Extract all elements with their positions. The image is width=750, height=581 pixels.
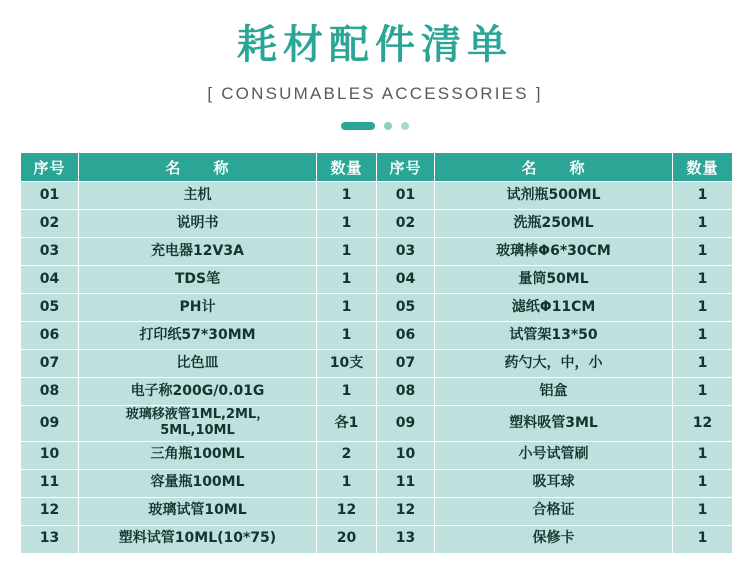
table-row bbox=[21, 497, 733, 525]
col-header-qty-left: 数量 bbox=[317, 153, 377, 182]
cell-qty-right: 1 bbox=[673, 378, 733, 406]
cell-no-left: 12 bbox=[21, 497, 79, 525]
cell-name-left: 说明书 bbox=[79, 210, 317, 238]
cell-no-left: 13 bbox=[21, 525, 79, 553]
cell-qty-left: 10支 bbox=[317, 350, 377, 378]
cell-qty-right: 1 bbox=[673, 294, 733, 322]
cell-qty-right: 1 bbox=[673, 525, 733, 553]
cell-name-left: 主机 bbox=[79, 182, 317, 210]
cell-no-left: 02 bbox=[21, 210, 79, 238]
col-header-no-right: 序号 bbox=[377, 153, 435, 182]
table-row bbox=[21, 294, 733, 322]
cell-name-left: 电子称200G/0.01G bbox=[79, 378, 317, 406]
cell-name-left: 容量瓶100ML bbox=[79, 469, 317, 497]
parts-table bbox=[20, 152, 733, 554]
cell-qty-right: 12 bbox=[673, 406, 733, 442]
cell-no-left: 05 bbox=[21, 294, 79, 322]
cell-name-right: 量筒50ML bbox=[435, 266, 673, 294]
table-header-row bbox=[21, 153, 733, 182]
parts-table-wrap bbox=[20, 152, 730, 554]
cell-qty-left: 各1 bbox=[317, 406, 377, 442]
col-header-name-right: 名 称 bbox=[435, 153, 673, 182]
cell-no-right: 11 bbox=[377, 469, 435, 497]
cell-qty-left: 2 bbox=[317, 441, 377, 469]
cell-no-left: 01 bbox=[21, 182, 79, 210]
title-block bbox=[0, 0, 750, 130]
cell-name-right: 玻璃棒Φ6*30CM bbox=[435, 238, 673, 266]
table-row bbox=[21, 182, 733, 210]
dot-icon bbox=[384, 122, 392, 130]
cell-qty-left: 12 bbox=[317, 497, 377, 525]
cell-no-right: 13 bbox=[377, 525, 435, 553]
table-row bbox=[21, 266, 733, 294]
cell-no-right: 09 bbox=[377, 406, 435, 442]
cell-no-right: 02 bbox=[377, 210, 435, 238]
cell-no-left: 07 bbox=[21, 350, 79, 378]
cell-name-left: 三角瓶100ML bbox=[79, 441, 317, 469]
cell-qty-right: 1 bbox=[673, 469, 733, 497]
cell-no-right: 12 bbox=[377, 497, 435, 525]
cell-no-right: 07 bbox=[377, 350, 435, 378]
cell-name-left: 玻璃试管10ML bbox=[79, 497, 317, 525]
cell-no-right: 06 bbox=[377, 322, 435, 350]
cell-no-left: 03 bbox=[21, 238, 79, 266]
cell-name-right: 小号试管刷 bbox=[435, 441, 673, 469]
table-row bbox=[21, 525, 733, 553]
cell-no-right: 08 bbox=[377, 378, 435, 406]
cell-name-right: 洗瓶250ML bbox=[435, 210, 673, 238]
cell-no-left: 04 bbox=[21, 266, 79, 294]
cell-no-right: 01 bbox=[377, 182, 435, 210]
cell-qty-left: 1 bbox=[317, 469, 377, 497]
cell-name-left: PH计 bbox=[79, 294, 317, 322]
cell-name-left: TDS笔 bbox=[79, 266, 317, 294]
cell-qty-right: 1 bbox=[673, 441, 733, 469]
cell-qty-left: 1 bbox=[317, 294, 377, 322]
cell-name-left: 打印纸57*30MM bbox=[79, 322, 317, 350]
cell-no-right: 03 bbox=[377, 238, 435, 266]
cell-name-right: 塑料吸管3ML bbox=[435, 406, 673, 442]
cell-qty-right: 1 bbox=[673, 210, 733, 238]
cell-qty-right: 1 bbox=[673, 182, 733, 210]
cell-no-right: 05 bbox=[377, 294, 435, 322]
dot-bar-icon bbox=[341, 122, 375, 130]
page-subtitle: [ CONSUMABLES ACCESSORIES ] bbox=[207, 84, 543, 103]
table-row bbox=[21, 469, 733, 497]
cell-name-left: 充电器12V3A bbox=[79, 238, 317, 266]
cell-no-left: 10 bbox=[21, 441, 79, 469]
cell-qty-left: 1 bbox=[317, 210, 377, 238]
col-header-name-left: 名 称 bbox=[79, 153, 317, 182]
cell-no-left: 09 bbox=[21, 406, 79, 442]
table-row bbox=[21, 322, 733, 350]
cell-name-right: 试管架13*50 bbox=[435, 322, 673, 350]
cell-name-left: 塑料试管10ML(10*75) bbox=[79, 525, 317, 553]
cell-qty-left: 1 bbox=[317, 378, 377, 406]
table-row bbox=[21, 238, 733, 266]
cell-qty-left: 1 bbox=[317, 182, 377, 210]
cell-qty-left: 1 bbox=[317, 266, 377, 294]
cell-name-left: 比色皿 bbox=[79, 350, 317, 378]
cell-no-right: 10 bbox=[377, 441, 435, 469]
cell-no-left: 11 bbox=[21, 469, 79, 497]
cell-name-right: 保修卡 bbox=[435, 525, 673, 553]
cell-name-right: 铝盒 bbox=[435, 378, 673, 406]
col-header-no-left: 序号 bbox=[21, 153, 79, 182]
table-row bbox=[21, 210, 733, 238]
cell-name-right: 药勺大，中，小 bbox=[435, 350, 673, 378]
table-header bbox=[21, 153, 733, 182]
dot-icon-dim bbox=[401, 122, 409, 130]
cell-qty-left: 20 bbox=[317, 525, 377, 553]
page-title: 耗材配件清单 bbox=[237, 22, 513, 68]
cell-qty-right: 1 bbox=[673, 322, 733, 350]
table-row bbox=[21, 378, 733, 406]
decorative-dots bbox=[0, 122, 750, 130]
cell-name-right: 吸耳球 bbox=[435, 469, 673, 497]
cell-qty-right: 1 bbox=[673, 238, 733, 266]
table-row bbox=[21, 441, 733, 469]
cell-qty-right: 1 bbox=[673, 497, 733, 525]
table-body bbox=[21, 182, 733, 554]
cell-no-left: 06 bbox=[21, 322, 79, 350]
col-header-qty-right: 数量 bbox=[673, 153, 733, 182]
cell-no-left: 08 bbox=[21, 378, 79, 406]
cell-name-right: 合格证 bbox=[435, 497, 673, 525]
cell-name-right: 滤纸Φ11CM bbox=[435, 294, 673, 322]
cell-qty-right: 1 bbox=[673, 266, 733, 294]
cell-qty-left: 1 bbox=[317, 322, 377, 350]
table-row bbox=[21, 406, 733, 442]
cell-no-right: 04 bbox=[377, 266, 435, 294]
cell-name-right: 试剂瓶500ML bbox=[435, 182, 673, 210]
cell-name-left: 玻璃移液管1ML,2ML， 5ML,10ML bbox=[79, 406, 317, 442]
cell-qty-right: 1 bbox=[673, 350, 733, 378]
cell-qty-left: 1 bbox=[317, 238, 377, 266]
table-row bbox=[21, 350, 733, 378]
